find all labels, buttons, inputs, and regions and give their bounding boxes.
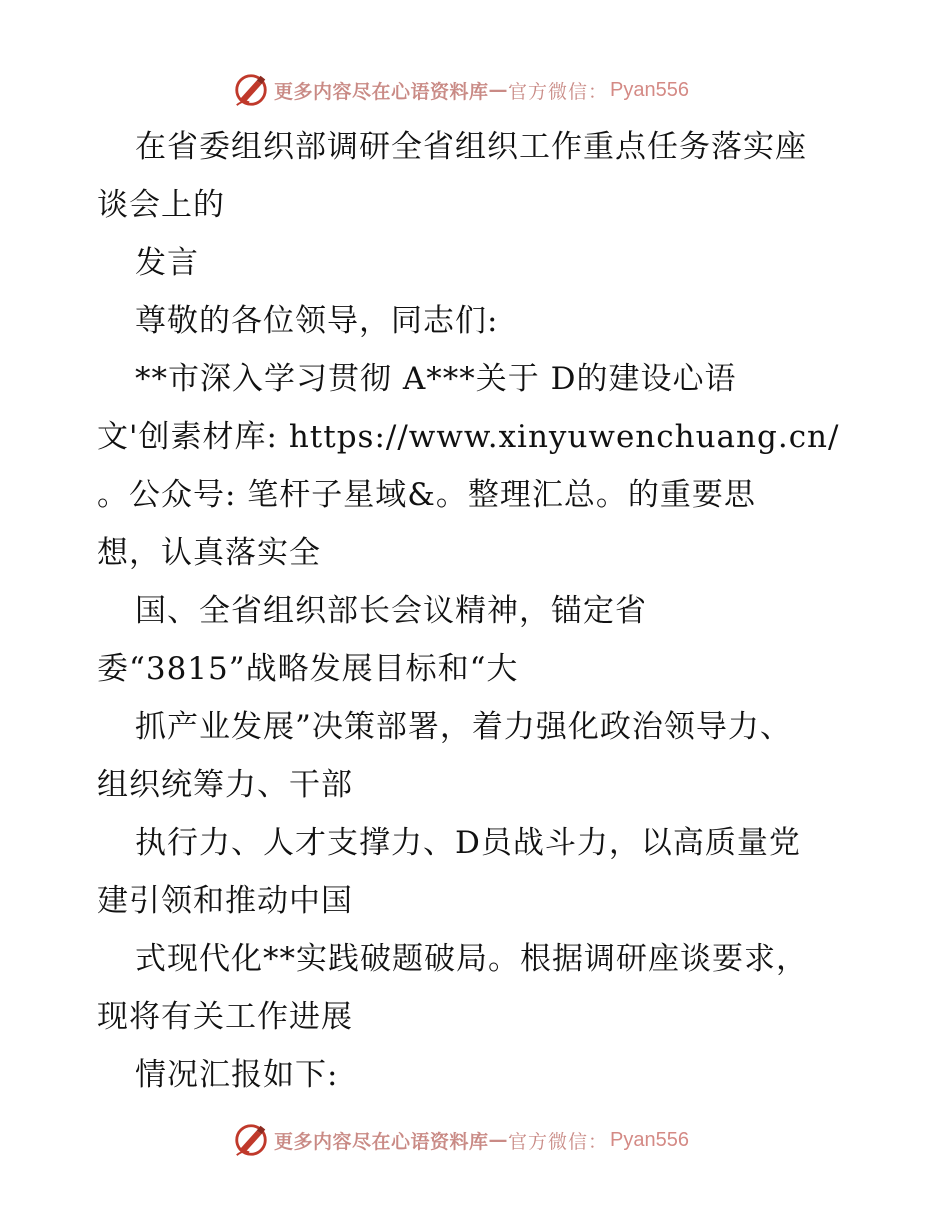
paragraph-line: 建引领和推动中国 [97,883,353,919]
header-watermark-banner [232,70,752,110]
paragraph-line: **市深入学习贯彻 A***关于 D的建设心语 [135,361,737,397]
paragraph-line: 委“3815”战略发展目标和“大 [97,651,519,687]
paragraph-line: 现将有关工作进展 [97,999,353,1035]
banner-slogan: 更多内容尽在心语资料库 [274,1130,489,1153]
banner-slogan: 更多内容尽在心语资料库 [274,80,489,103]
paragraph-line: 抓产业发展”决策部署，着力强化政治领导力、 [135,709,792,745]
paragraph-line: 式现代化**实践破题破局。根据调研座谈要求， [135,941,808,977]
title-line-3: 发言 [135,245,199,281]
title-line-1: 在省委组织部调研全省组织工作重点任务落实座 [135,129,807,165]
pen-circle-logo-icon [232,71,270,109]
salutation: 尊敬的各位领导，同志们: [135,303,499,339]
paragraph-line: 执行力、人才支撑力、D员战斗力，以高质量党 [135,825,801,861]
paragraph-line: 组织统筹力、干部 [97,767,353,803]
banner-wechat-label: 官方微信： [508,1130,609,1153]
paragraph-line: 国、全省组织部长会议精神，锚定省 [135,593,647,629]
paragraph-line: 文'创素材库: https://www.xinyuwenchuang.cn/ [97,419,840,455]
paragraph-line: 想，认真落实全 [97,535,321,571]
paragraph-line: 。公众号: 笔杆子星域&。整理汇总。的重要思 [97,477,756,513]
pen-circle-logo-icon [232,1121,270,1159]
banner-dash: — [488,1129,509,1151]
banner-dash: — [488,79,509,101]
footer-watermark-banner [232,1120,752,1160]
paragraph-line: 情况汇报如下: [135,1057,339,1093]
banner-wechat-id: Pyan556 [610,78,689,101]
banner-wechat-label: 官方微信： [508,80,609,103]
banner-wechat-id: Pyan556 [610,1128,689,1151]
title-line-2: 谈会上的 [97,187,225,223]
